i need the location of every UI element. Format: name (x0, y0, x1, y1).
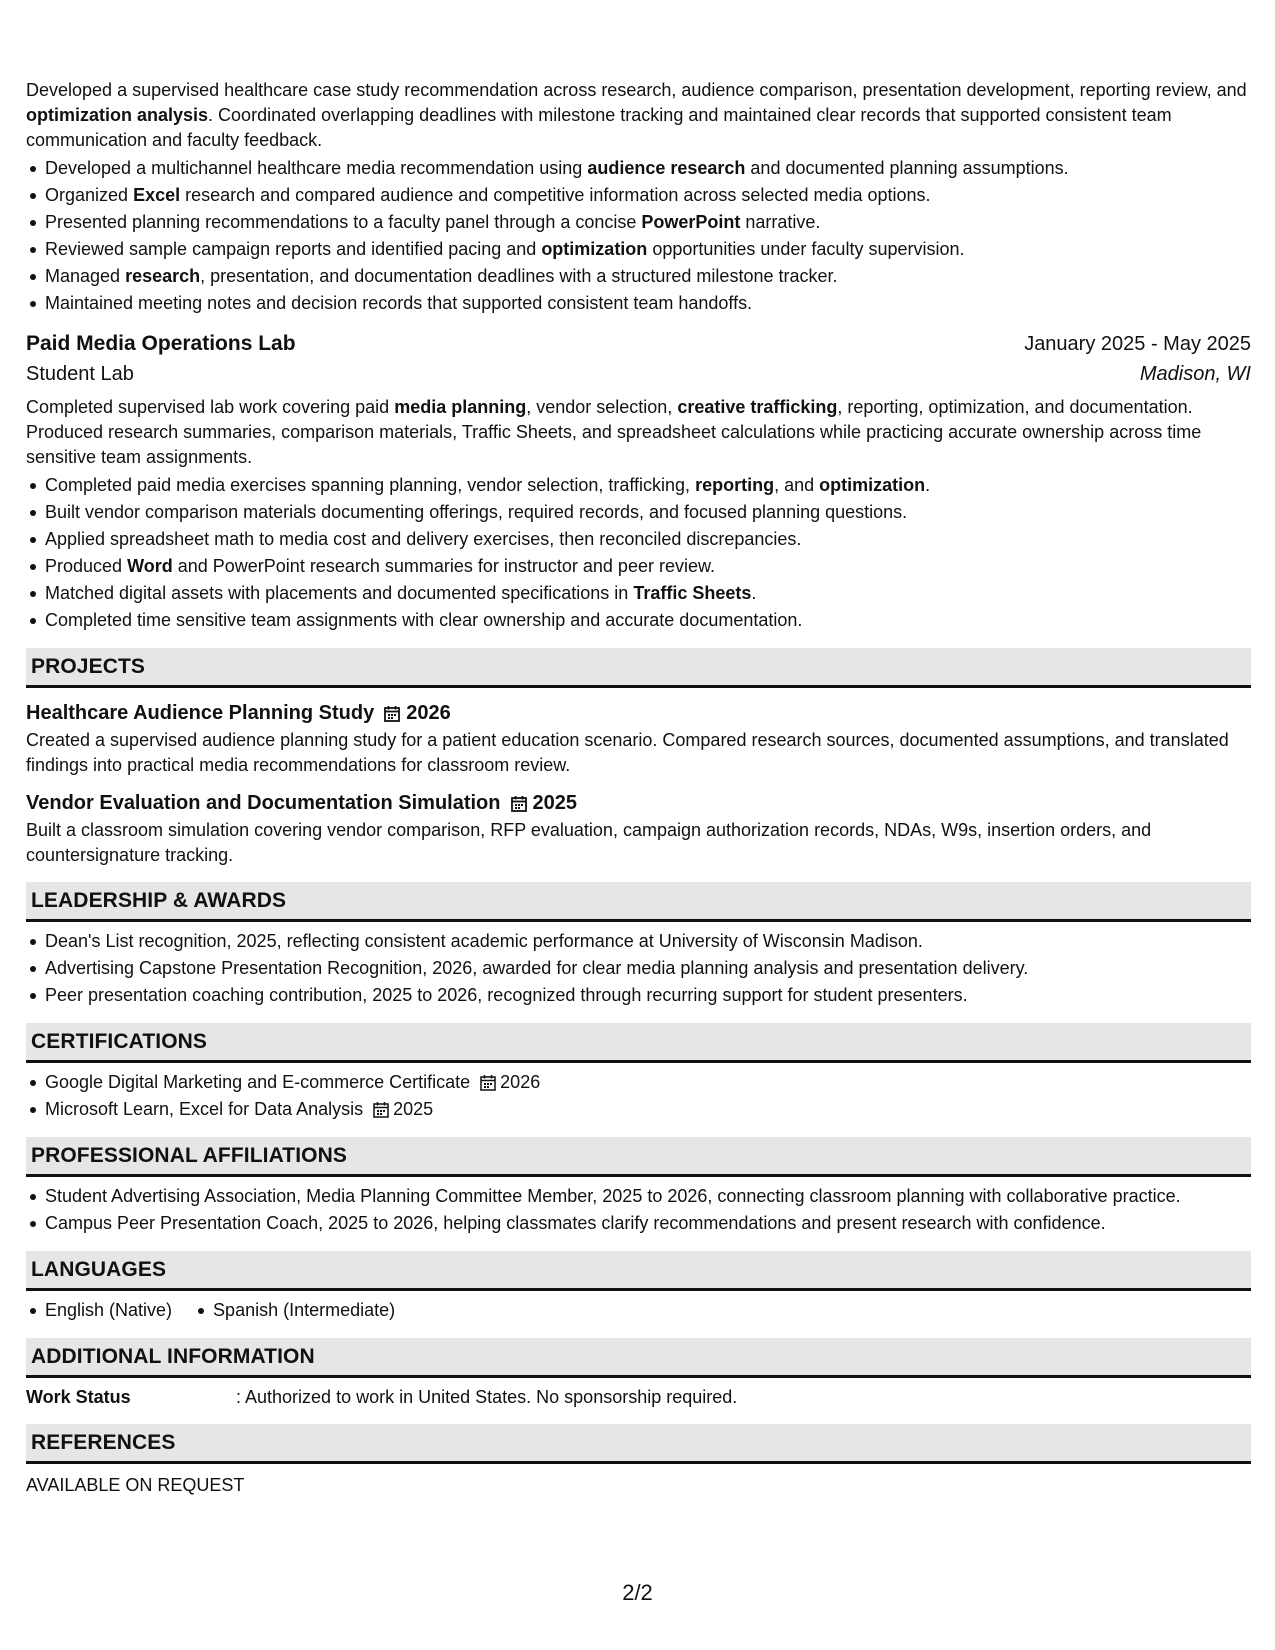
section-header-affiliations: PROFESSIONAL AFFILIATIONS (26, 1137, 1251, 1177)
list-item (26, 1096, 1251, 1123)
affiliations-list (26, 1183, 1251, 1237)
entry-dates: January 2025 - May 2025 (1024, 333, 1251, 355)
page-number: 2/2 (622, 1580, 653, 1605)
experience-bullets (26, 472, 1251, 634)
calendar-icon (373, 1101, 389, 1118)
experience-entry-1 (26, 78, 1251, 317)
experience-summary: Completed supervised lab work covering paid media planning, vendor selection, creative trafficking, reporting, optimization, and documentation. Produced research summaries, comparison materials, Traffic Sheets, and spreadsheet calculations while practicing accurate ownership across time sensitive team assignments. (26, 397, 1202, 467)
list-item: Built vendor comparison materials documenting offerings, required records, and focused planning questions. (26, 499, 1251, 526)
project-title: Vendor Evaluation and Documentation Simulation (26, 792, 501, 814)
list-item: Matched digital assets with placements and documented specifications in Traffic Sheets. (26, 580, 1251, 607)
project-description: Built a classroom simulation covering vendor comparison, RFP evaluation, campaign authorization records, NDAs, W9s, insertion orders, and countersignature tracking. (26, 820, 1152, 865)
certification-name: Google Digital Marketing and E-commerce Certificate (45, 1072, 471, 1092)
calendar-icon (480, 1074, 496, 1091)
entry-location: Madison, WI (1139, 363, 1251, 385)
list-item: Reviewed sample campaign reports and identified pacing and optimization opportunities under faculty supervision. (26, 236, 1251, 263)
language-item: Spanish (Intermediate) (194, 1297, 395, 1324)
list-item: Student Advertising Association, Media Planning Committee Member, 2025 to 2026, connecting classroom planning with collaborative practice. (26, 1183, 1251, 1210)
project-description: Created a supervised audience planning study for a patient education scenario. Compared research sources, documented assumptions, and translated findings into practical media recommendations for classroom review. (26, 730, 1229, 775)
references-text: AVAILABLE ON REQUEST (26, 1475, 245, 1495)
entry-organization: Student Lab (26, 363, 134, 385)
project-title: Healthcare Audience Planning Study (26, 702, 375, 724)
list-item: Peer presentation coaching contribution, 2025 to 2026, recognized through recurring support for student presenters. (26, 982, 1251, 1009)
work-status-value: : Authorized to work in United States. No sponsorship required. (236, 1387, 738, 1407)
list-item: Applied spreadsheet math to media cost and delivery exercises, then reconciled discrepancies. (26, 526, 1251, 553)
languages-list (26, 1297, 1251, 1324)
list-item: Completed time sensitive team assignments with clear ownership and accurate documentation. (26, 607, 1251, 634)
calendar-icon (511, 795, 527, 812)
certification-year: 2025 (393, 1099, 434, 1119)
leadership-list (26, 928, 1251, 1009)
entry-title: Paid Media Operations Lab (26, 332, 296, 355)
experience-bullets (26, 155, 1251, 317)
project-item (26, 788, 1251, 868)
project-item (26, 698, 1251, 778)
calendar-icon (384, 705, 400, 722)
section-header-projects: PROJECTS (26, 648, 1251, 688)
list-item: Campus Peer Presentation Coach, 2025 to 2026, helping classmates clarify recommendations and present research with confidence. (26, 1210, 1251, 1237)
certification-year: 2026 (500, 1072, 541, 1092)
list-item: Presented planning recommendations to a faculty panel through a concise PowerPoint narrative. (26, 209, 1251, 236)
experience-entry-2 (26, 329, 1251, 634)
section-header-leadership: LEADERSHIP & AWARDS (26, 882, 1251, 922)
section-header-languages: LANGUAGES (26, 1251, 1251, 1291)
list-item (26, 1069, 1251, 1096)
list-item: Developed a multichannel healthcare media recommendation using audience research and documented planning assumptions. (26, 155, 1251, 182)
certifications-list (26, 1069, 1251, 1123)
project-year: 2025 (532, 792, 577, 814)
work-status-label: Work Status (26, 1387, 131, 1407)
list-item: Produced Word and PowerPoint research summaries for instructor and peer review. (26, 553, 1251, 580)
resume-page (26, 78, 1251, 1498)
list-item: Advertising Capstone Presentation Recognition, 2026, awarded for clear media planning analysis and presentation delivery. (26, 955, 1251, 982)
list-item: Organized Excel research and compared audience and competitive information across selected media options. (26, 182, 1251, 209)
list-item: Maintained meeting notes and decision records that supported consistent team handoffs. (26, 290, 1251, 317)
section-header-references: REFERENCES (26, 1424, 1251, 1464)
project-year: 2026 (406, 702, 451, 724)
list-item: Dean's List recognition, 2025, reflecting consistent academic performance at University of Wisconsin Madison. (26, 928, 1251, 955)
section-header-certifications: CERTIFICATIONS (26, 1023, 1251, 1063)
section-header-additional: ADDITIONAL INFORMATION (26, 1338, 1251, 1378)
certification-name: Microsoft Learn, Excel for Data Analysis (45, 1099, 364, 1119)
list-item: Completed paid media exercises spanning planning, vendor selection, trafficking, reporting, and optimization. (26, 472, 1251, 499)
work-status-row (26, 1384, 1251, 1410)
list-item: Managed research, presentation, and documentation deadlines with a structured milestone tracker. (26, 263, 1251, 290)
language-item: English (Native) (26, 1297, 172, 1324)
experience-summary: Developed a supervised healthcare case study recommendation across research, audience comparison, presentation development, reporting review, and optimization analysis. Coordinated overlapping deadlines with milestone tracking and maintained clear records that supported consistent team communication and faculty feedback. (26, 80, 1247, 150)
